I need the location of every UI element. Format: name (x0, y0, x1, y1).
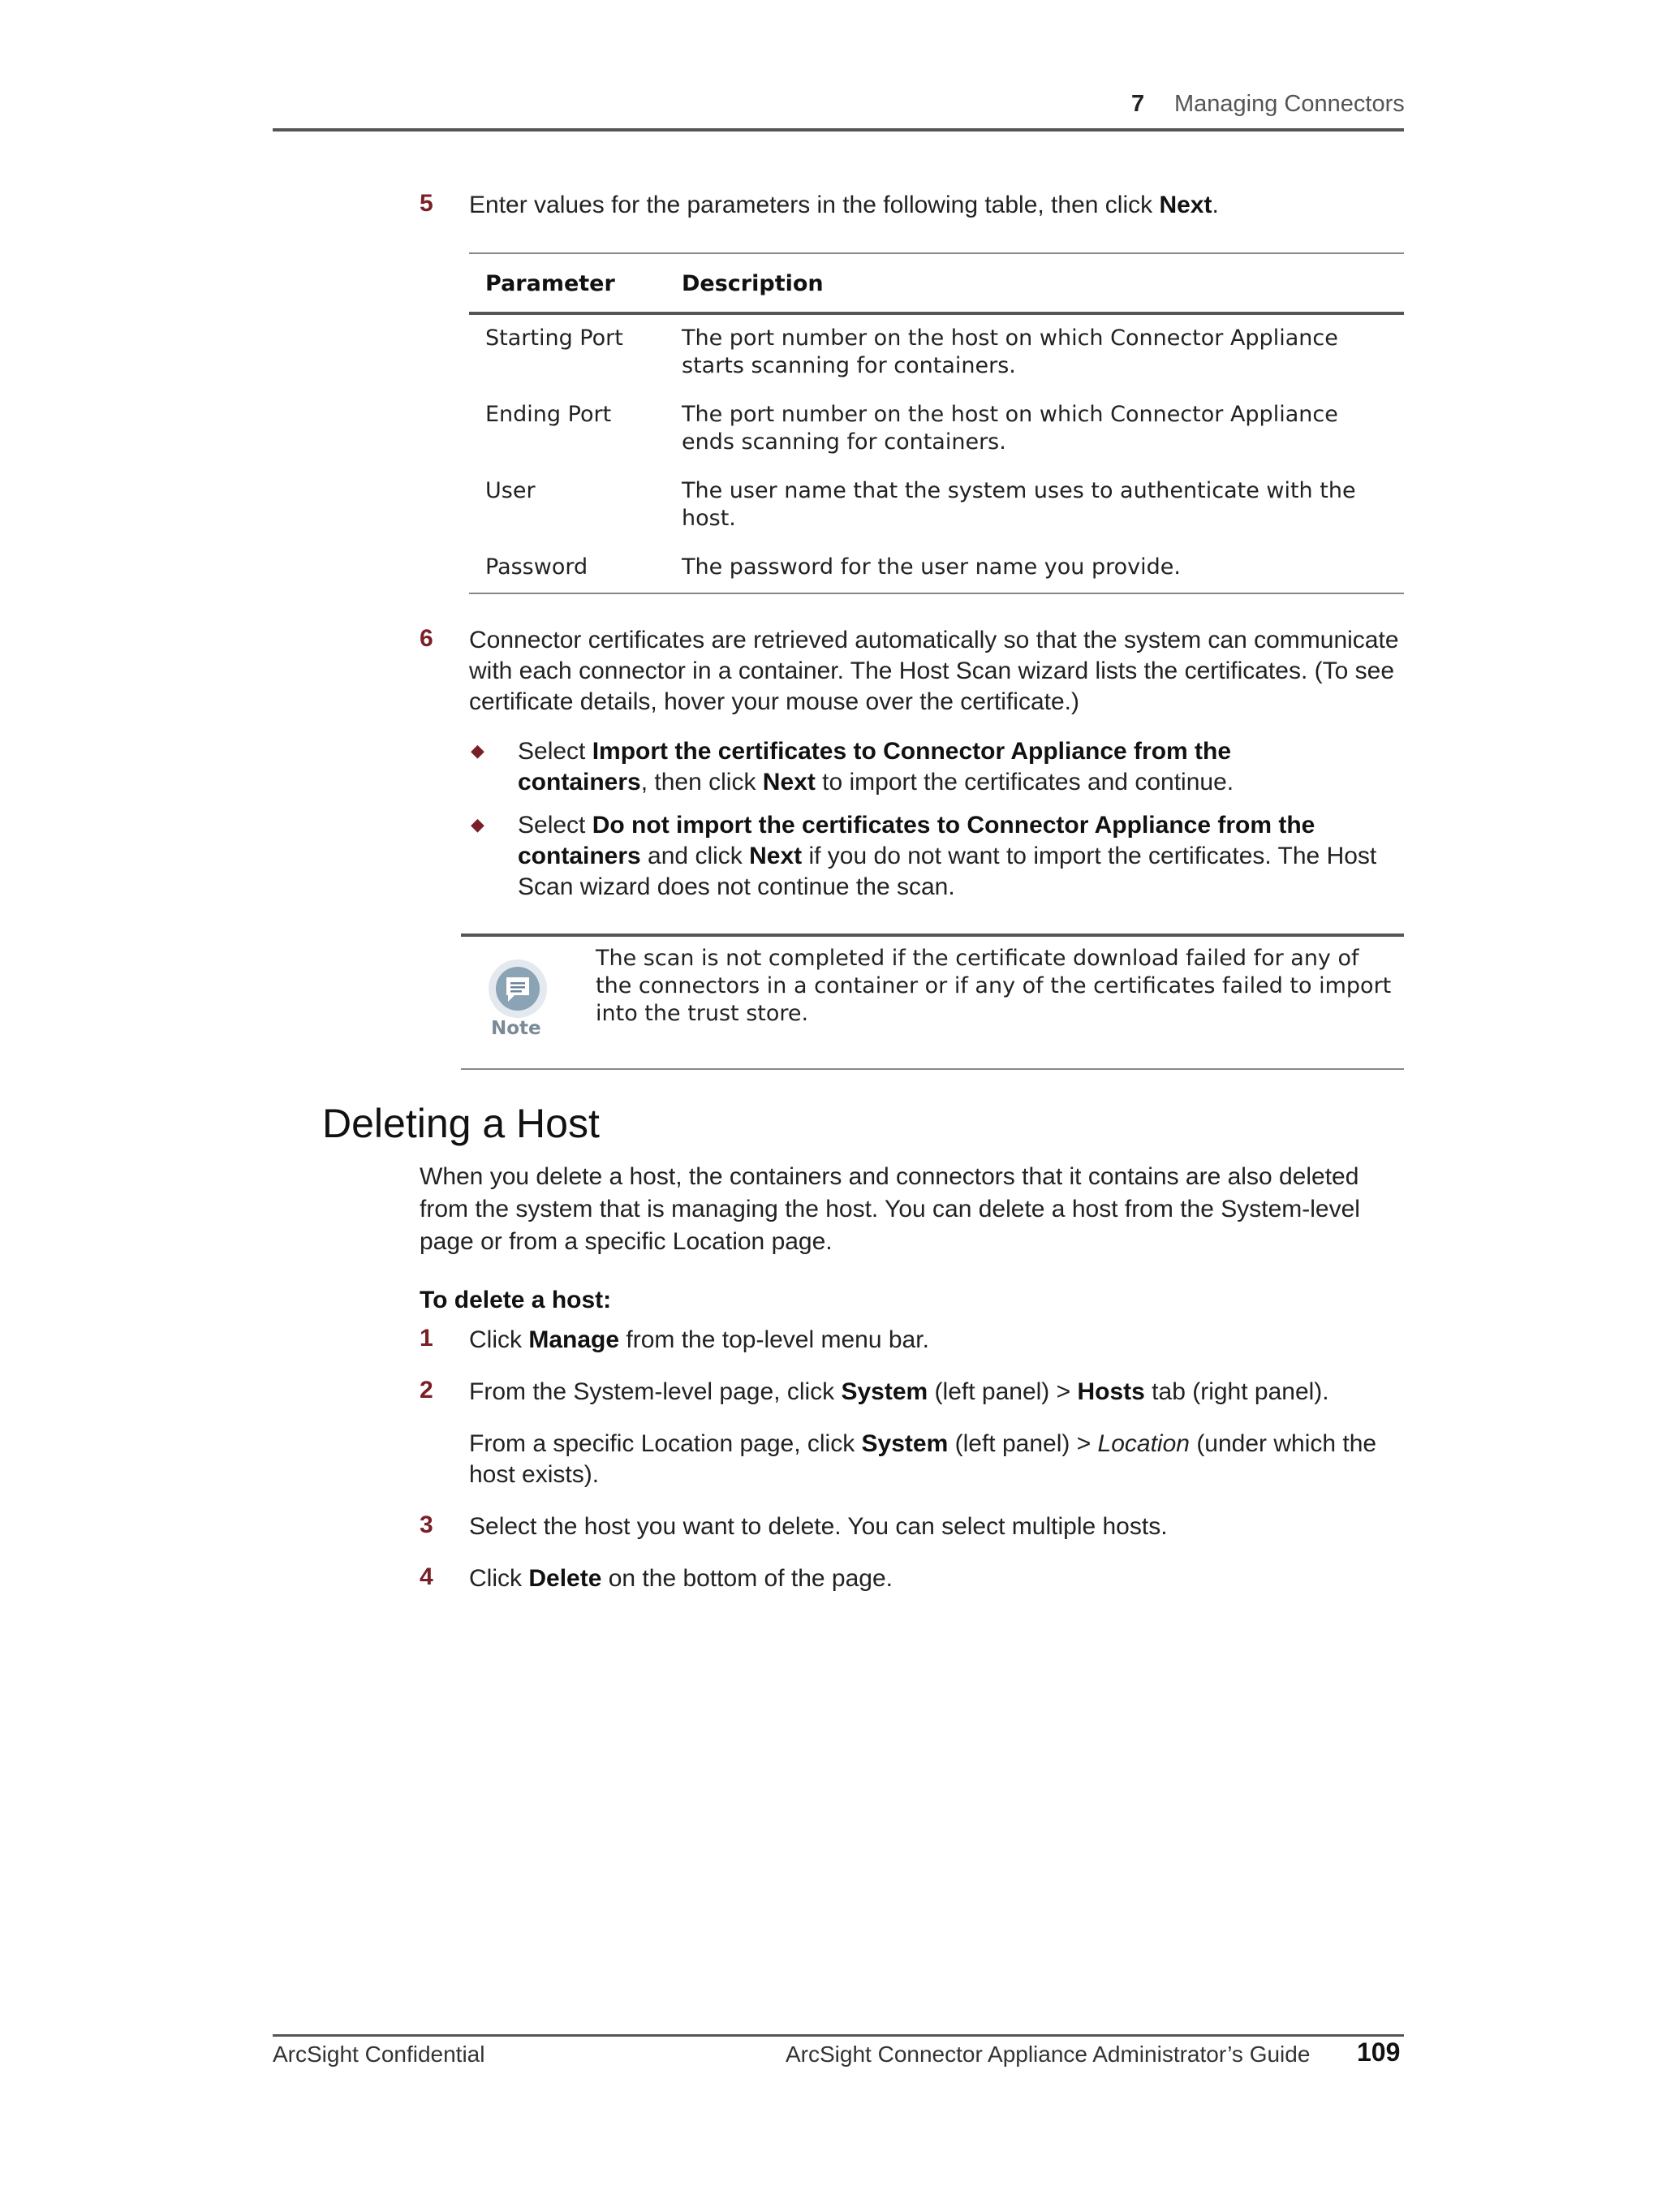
table-cell-description: The password for the user name you provide. (682, 554, 1181, 580)
table-top-rule (469, 252, 1404, 254)
step-number: 3 (420, 1511, 433, 1538)
table-header-parameter: Parameter (485, 271, 615, 296)
table-cell-parameter: User (485, 478, 536, 503)
section-intro-paragraph: When you delete a host, the containers and connectors that it contains are also deleted from the system that is managing the host. You can delete a host from the System-level page or from a specific Location page. (420, 1163, 1360, 1255)
diamond-bullet-icon: ◆ (471, 814, 484, 834)
table-cell-parameter: Password (485, 554, 588, 580)
diamond-bullet-icon: ◆ (471, 740, 484, 761)
chapter-title: Managing Connectors (1174, 91, 1405, 117)
procedure-step-4: Click Delete on the bottom of the page. (469, 1565, 893, 1592)
bullet-item-do-not-import: Select Do not import the certificates to Connector Appliance from the containers and click Next if you do not want to import the certificates. The Host Scan wizard does not continue the scan. (518, 812, 1377, 900)
table-cell-description: ends scanning for containers. (682, 429, 1006, 455)
table-bottom-rule (469, 593, 1404, 594)
table-cell-description: starts scanning for containers. (682, 353, 1016, 378)
footer-guide-title: ArcSight Connector Appliance Administrator’s Guide (786, 2042, 1311, 2067)
bullet-item-import: Select Import the certificates to Connector Appliance from the containers, then click Next to import the certificates and continue. (518, 738, 1234, 796)
note-text: The scan is not completed if the certificate download failed for any of the connectors in a container or if any of the certificates failed to import into the trust store. (596, 946, 1392, 1026)
table-cell-description: The user name that the system uses to authenticate with the (682, 478, 1356, 503)
note-bottom-rule (461, 1068, 1404, 1070)
procedure-step-2-alternative: From a specific Location page, click System (left panel) > Location (under which the host exists). (469, 1430, 1377, 1488)
footer-confidential: ArcSight Confidential (273, 2042, 485, 2067)
table-cell-description: The port number on the host on which Connector Appliance (682, 402, 1338, 427)
procedure-step-1: Click Manage from the top-level menu bar. (469, 1326, 929, 1353)
procedure-step-3: Select the host you want to delete. You can select multiple hosts. (469, 1513, 1168, 1540)
chapter-number: 7 (1131, 91, 1145, 117)
table-header-rule (469, 312, 1404, 315)
step-number: 2 (420, 1377, 433, 1404)
step-number: 1 (420, 1325, 433, 1352)
section-title: Deleting a Host (322, 1101, 600, 1146)
page-number: 109 (1357, 2037, 1401, 2067)
step-number: 6 (420, 625, 433, 652)
step-6-text: Connector certificates are retrieved automatically so that the system can communicate with each connector in a container. The Host Scan wizard lists the certificates. (To see certificate details, hover your mouse over the certificate.) (469, 627, 1399, 715)
step-5-text: Enter values for the parameters in the following table, then click Next. (469, 192, 1219, 218)
table-header-description: Description (682, 271, 824, 296)
step-number: 4 (420, 1563, 433, 1590)
footer-rule (273, 2034, 1404, 2037)
table-cell-description: host. (682, 506, 736, 531)
procedure-step-2: From the System-level page, click System (left panel) > Hosts tab (right panel). (469, 1378, 1329, 1405)
note-label: Note (491, 1018, 541, 1039)
table-cell-parameter: Ending Port (485, 402, 612, 427)
note-top-rule (461, 934, 1404, 937)
procedure-title: To delete a host: (420, 1287, 612, 1313)
header-rule (273, 128, 1404, 132)
step-number: 5 (420, 190, 433, 217)
table-cell-description: The port number on the host on which Connector Appliance (682, 326, 1338, 351)
table-cell-parameter: Starting Port (485, 326, 623, 351)
